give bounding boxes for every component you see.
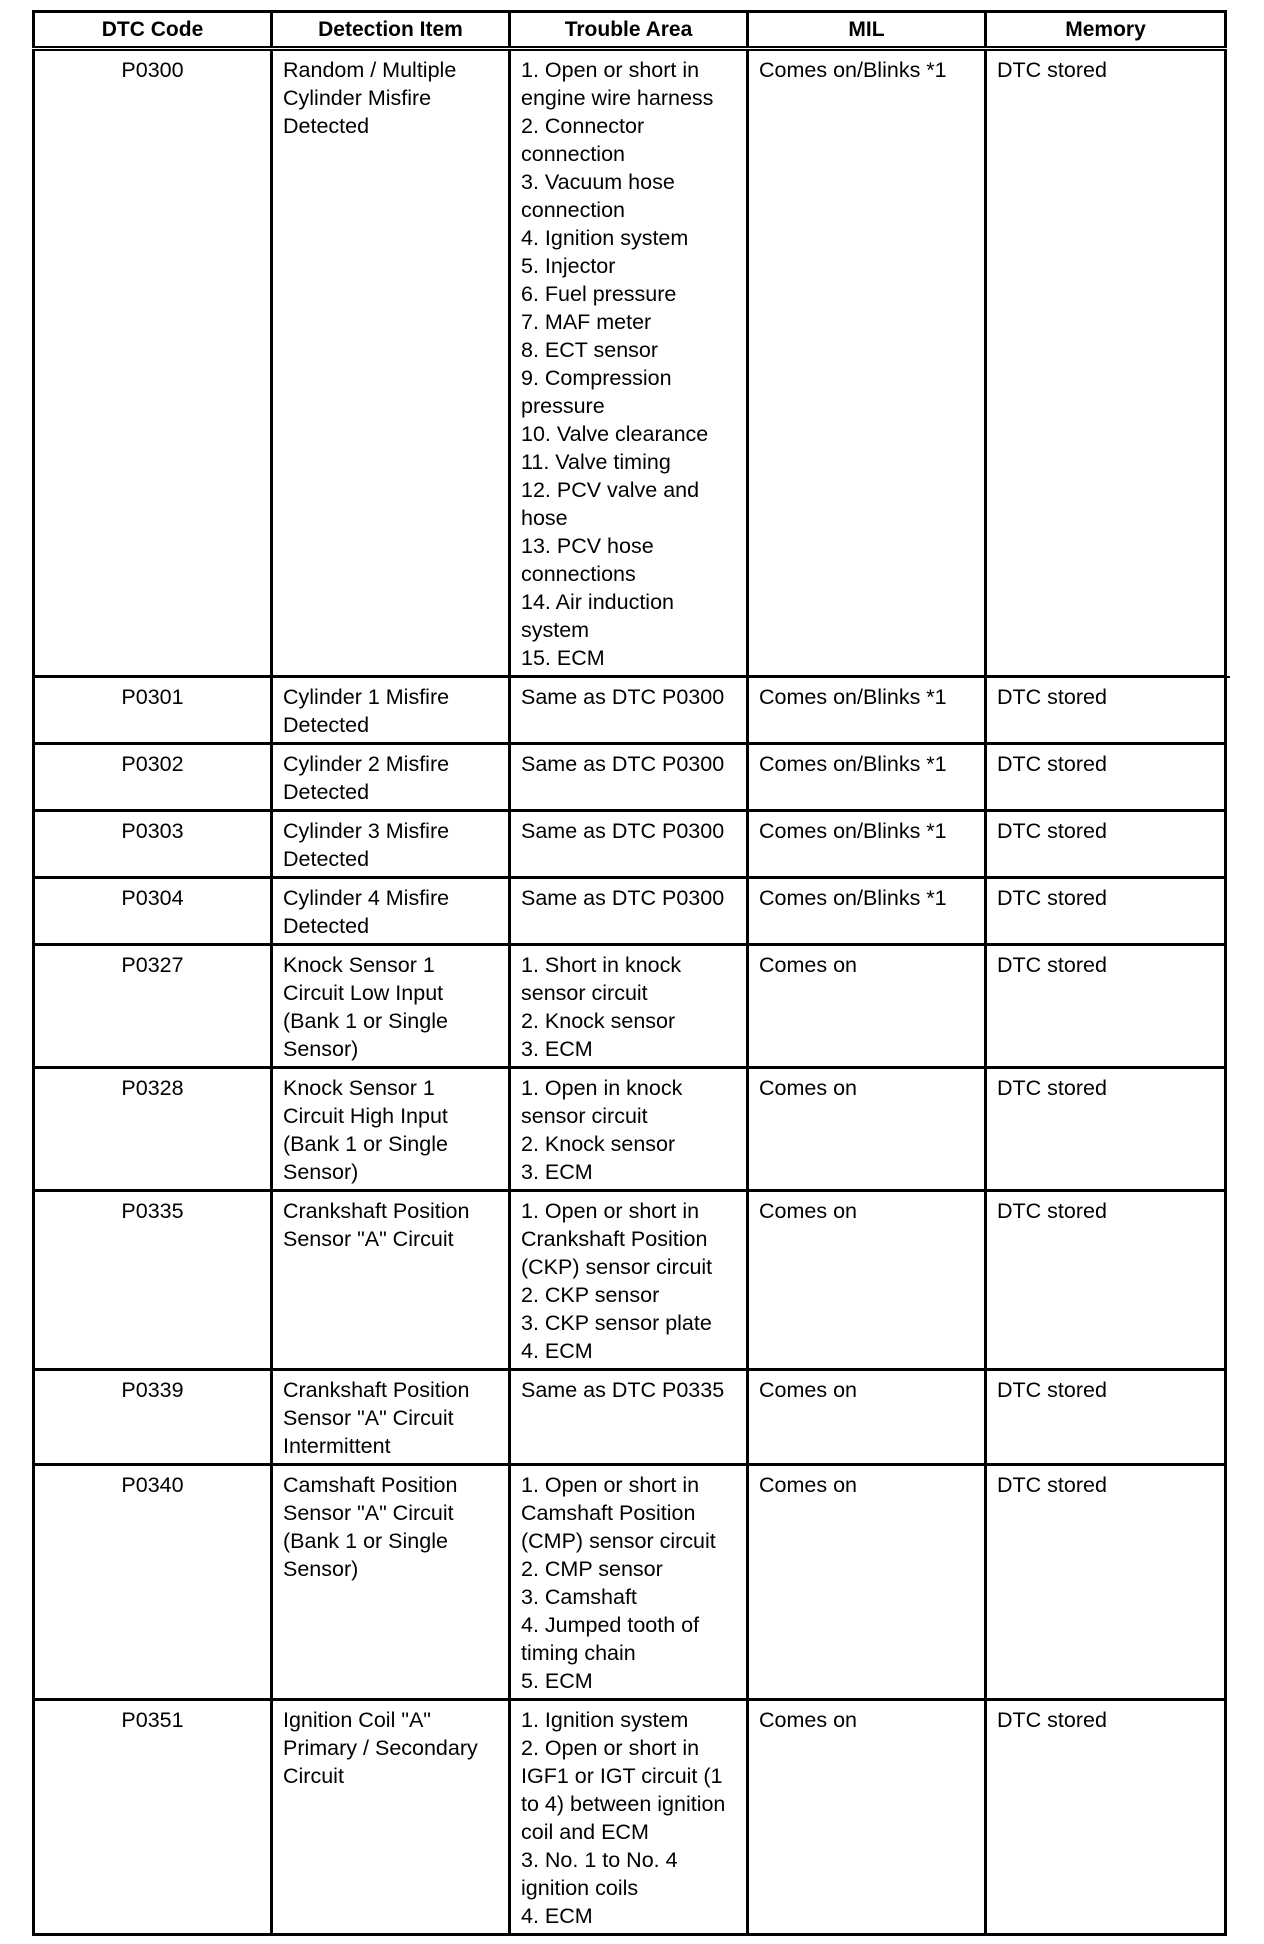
cell-text-line: Crankshaft Position: [283, 1378, 470, 1402]
trouble-area-cell: [510, 1191, 748, 1370]
trouble-area-cell: [510, 677, 748, 744]
cell-text-line: Same as DTC P0300: [521, 819, 725, 843]
table-row: [34, 49, 1226, 677]
header-mil: MIL: [748, 12, 986, 49]
cell-text-line: 13. PCV hose: [521, 534, 654, 558]
memory-cell: DTC stored: [986, 677, 1226, 744]
header-dtc-code: DTC Code: [34, 12, 272, 49]
memory-cell: DTC stored: [986, 945, 1226, 1068]
cell-text-line: Crankshaft Position: [283, 1199, 470, 1223]
cell-text-line: 3. No. 1 to No. 4: [521, 1848, 678, 1872]
header-row: [34, 12, 1226, 49]
mil-cell: Comes on/Blinks *1: [748, 49, 986, 677]
dtc-code-cell: P0351: [34, 1700, 272, 1935]
cell-text-line: 1. Open in knock: [521, 1076, 683, 1100]
cell-text-line: Random / Multiple: [283, 58, 457, 82]
cell-text-line: (Bank 1 or Single: [283, 1132, 448, 1156]
cell-text-line: connection: [521, 198, 625, 222]
cell-text-line: (CMP) sensor circuit: [521, 1529, 716, 1553]
detection-item-cell: [272, 49, 510, 677]
cell-text-line: Cylinder 3 Misfire: [283, 819, 450, 843]
cell-text-line: 3. ECM: [521, 1037, 593, 1061]
cell-text-line: Sensor): [283, 1557, 359, 1581]
detection-item-cell: [272, 1068, 510, 1191]
mil-cell: Comes on/Blinks *1: [748, 744, 986, 811]
table-header: [34, 12, 1226, 49]
cell-text-line: 1. Open or short in: [521, 1199, 700, 1223]
cell-text-line: Sensor): [283, 1160, 359, 1184]
cell-text-line: 4. Jumped tooth of: [521, 1613, 700, 1637]
memory-cell: DTC stored: [986, 878, 1226, 945]
detection-item-cell: [272, 677, 510, 744]
trouble-area-cell: [510, 744, 748, 811]
mil-cell: Comes on: [748, 945, 986, 1068]
trouble-area-cell: [510, 1465, 748, 1700]
cell-text-line: 3. CKP sensor plate: [521, 1311, 712, 1335]
dtc-table: [32, 10, 1227, 1936]
detection-item-cell: [272, 811, 510, 878]
cell-text-line: 6. Fuel pressure: [521, 282, 677, 306]
table-row: [34, 1700, 1226, 1935]
trouble-area-cell: [510, 49, 748, 677]
cell-text-line: 12. PCV valve and: [521, 478, 700, 502]
memory-cell: DTC stored: [986, 744, 1226, 811]
table-body: [34, 49, 1226, 1935]
cell-text-line: 10. Valve clearance: [521, 422, 709, 446]
dtc-code-cell: P0335: [34, 1191, 272, 1370]
cell-text-line: 3. Vacuum hose: [521, 170, 675, 194]
dtc-code-cell: P0301: [34, 677, 272, 744]
trouble-area-cell: [510, 811, 748, 878]
dtc-code-cell: P0303: [34, 811, 272, 878]
cell-text-line: Sensor): [283, 1037, 359, 1061]
table-row: [34, 811, 1226, 878]
cell-text-line: 4. Ignition system: [521, 226, 689, 250]
cell-text-line: (Bank 1 or Single: [283, 1529, 448, 1553]
cell-text-line: Camshaft Position: [521, 1501, 696, 1525]
cell-text-line: 15. ECM: [521, 646, 605, 670]
cell-text-line: Detected: [283, 713, 370, 737]
cell-text-line: 9. Compression: [521, 366, 672, 390]
cell-text-line: pressure: [521, 394, 605, 418]
detection-item-cell: [272, 1370, 510, 1465]
dtc-code-cell: P0304: [34, 878, 272, 945]
cell-text-line: 3. Camshaft: [521, 1585, 637, 1609]
trouble-area-cell: [510, 945, 748, 1068]
cell-text-line: 2. CMP sensor: [521, 1557, 663, 1581]
detection-item-cell: [272, 1465, 510, 1700]
dtc-code-cell: P0300: [34, 49, 272, 677]
detection-item-cell: [272, 1700, 510, 1935]
cell-text-line: IGF1 or IGT circuit (1: [521, 1764, 723, 1788]
cell-text-line: 5. Injector: [521, 254, 616, 278]
cell-text-line: 2. CKP sensor: [521, 1283, 660, 1307]
cell-text-line: Detected: [283, 914, 370, 938]
cell-text-line: Cylinder 2 Misfire: [283, 752, 450, 776]
cell-text-line: ignition coils: [521, 1876, 639, 1900]
cell-text-line: Detected: [283, 847, 370, 871]
cell-text-line: 8. ECT sensor: [521, 338, 659, 362]
memory-cell: DTC stored: [986, 1465, 1226, 1700]
memory-cell: DTC stored: [986, 49, 1226, 677]
dtc-code-cell: P0340: [34, 1465, 272, 1700]
trouble-area-cell: [510, 1370, 748, 1465]
document-page: [32, 10, 1224, 1936]
cell-text-line: (CKP) sensor circuit: [521, 1255, 713, 1279]
cell-text-line: 7. MAF meter: [521, 310, 652, 334]
memory-cell: DTC stored: [986, 1370, 1226, 1465]
mil-cell: Comes on/Blinks *1: [748, 811, 986, 878]
table-row: [34, 744, 1226, 811]
mil-cell: Comes on: [748, 1700, 986, 1935]
cell-text-line: 1. Open or short in: [521, 1473, 700, 1497]
dtc-code-cell: P0328: [34, 1068, 272, 1191]
cell-text-line: Circuit Low Input: [283, 981, 444, 1005]
mil-cell: Comes on: [748, 1068, 986, 1191]
memory-cell: DTC stored: [986, 1191, 1226, 1370]
dtc-code-cell: P0339: [34, 1370, 272, 1465]
cell-text-line: engine wire harness: [521, 86, 714, 110]
cell-text-line: 4. ECM: [521, 1904, 593, 1928]
trouble-area-cell: [510, 1700, 748, 1935]
cell-text-line: Cylinder 1 Misfire: [283, 685, 450, 709]
detection-item-cell: [272, 945, 510, 1068]
table-row: [34, 677, 1226, 744]
margin-tick-mark: [1224, 676, 1230, 678]
mil-cell: Comes on/Blinks *1: [748, 677, 986, 744]
cell-text-line: connection: [521, 142, 625, 166]
cell-text-line: 14. Air induction: [521, 590, 674, 614]
cell-text-line: 2. Open or short in: [521, 1736, 700, 1760]
cell-text-line: Detected: [283, 114, 370, 138]
cell-text-line: 1. Open or short in: [521, 58, 700, 82]
cell-text-line: 4. ECM: [521, 1339, 593, 1363]
table-row: [34, 1191, 1226, 1370]
cell-text-line: sensor circuit: [521, 981, 648, 1005]
mil-cell: Comes on: [748, 1191, 986, 1370]
cell-text-line: timing chain: [521, 1641, 636, 1665]
header-detection-item: Detection Item: [272, 12, 510, 49]
cell-text-line: coil and ECM: [521, 1820, 649, 1844]
memory-cell: DTC stored: [986, 1700, 1226, 1935]
cell-text-line: sensor circuit: [521, 1104, 648, 1128]
cell-text-line: 2. Connector: [521, 114, 645, 138]
mil-cell: Comes on: [748, 1370, 986, 1465]
cell-text-line: 5. ECM: [521, 1669, 593, 1693]
cell-text-line: Crankshaft Position: [521, 1227, 708, 1251]
cell-text-line: Same as DTC P0300: [521, 886, 725, 910]
cell-text-line: Circuit: [283, 1764, 344, 1788]
table-row: [34, 945, 1226, 1068]
table-row: [34, 1370, 1226, 1465]
cell-text-line: Knock Sensor 1: [283, 953, 435, 977]
cell-text-line: Sensor "A" Circuit: [283, 1406, 454, 1430]
cell-text-line: Circuit High Input: [283, 1104, 448, 1128]
memory-cell: DTC stored: [986, 811, 1226, 878]
dtc-code-cell: P0327: [34, 945, 272, 1068]
cell-text-line: Sensor "A" Circuit: [283, 1501, 454, 1525]
cell-text-line: 11. Valve timing: [521, 450, 671, 474]
cell-text-line: 1. Short in knock: [521, 953, 682, 977]
header-memory: Memory: [986, 12, 1226, 49]
cell-text-line: connections: [521, 562, 636, 586]
cell-text-line: system: [521, 618, 590, 642]
cell-text-line: Sensor "A" Circuit: [283, 1227, 454, 1251]
cell-text-line: hose: [521, 506, 568, 530]
cell-text-line: Cylinder 4 Misfire: [283, 886, 450, 910]
cell-text-line: 2. Knock sensor: [521, 1132, 676, 1156]
cell-text-line: 3. ECM: [521, 1160, 593, 1184]
memory-cell: DTC stored: [986, 1068, 1226, 1191]
cell-text-line: Detected: [283, 780, 370, 804]
cell-text-line: Same as DTC P0300: [521, 752, 725, 776]
cell-text-line: Camshaft Position: [283, 1473, 458, 1497]
cell-text-line: Same as DTC P0335: [521, 1378, 725, 1402]
cell-text-line: Primary / Secondary: [283, 1736, 478, 1760]
detection-item-cell: [272, 878, 510, 945]
cell-text-line: (Bank 1 or Single: [283, 1009, 448, 1033]
cell-text-line: 1. Ignition system: [521, 1708, 689, 1732]
cell-text-line: Ignition Coil "A": [283, 1708, 431, 1732]
cell-text-line: to 4) between ignition: [521, 1792, 726, 1816]
table-row: [34, 878, 1226, 945]
cell-text-line: Intermittent: [283, 1434, 391, 1458]
cell-text-line: Knock Sensor 1: [283, 1076, 435, 1100]
table-row: [34, 1068, 1226, 1191]
cell-text-line: 2. Knock sensor: [521, 1009, 676, 1033]
table-row: [34, 1465, 1226, 1700]
header-trouble-area: Trouble Area: [510, 12, 748, 49]
detection-item-cell: [272, 1191, 510, 1370]
mil-cell: Comes on/Blinks *1: [748, 878, 986, 945]
mil-cell: Comes on: [748, 1465, 986, 1700]
cell-text-line: Same as DTC P0300: [521, 685, 725, 709]
dtc-code-cell: P0302: [34, 744, 272, 811]
trouble-area-cell: [510, 878, 748, 945]
trouble-area-cell: [510, 1068, 748, 1191]
detection-item-cell: [272, 744, 510, 811]
cell-text-line: Cylinder Misfire: [283, 86, 432, 110]
